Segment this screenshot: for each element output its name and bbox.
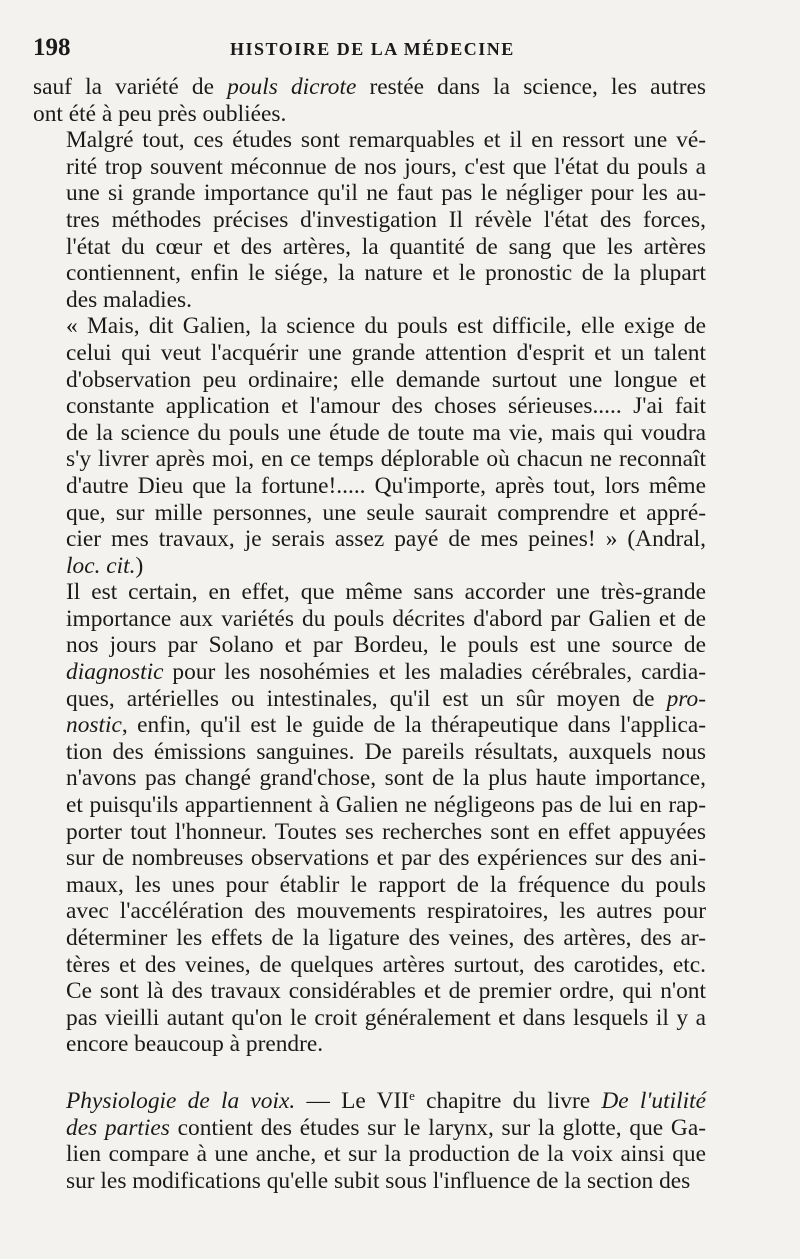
text-segment: « Mais, dit Galien, la science du pouls est difficile, elle exige de: [66, 313, 706, 340]
text-segment: contient des études sur le larynx, sur la glotte, que Ga-: [169, 1114, 706, 1141]
text-line: [33, 739, 706, 766]
text-segment: Il est certain, en effet, que même sans accorder une très-grande: [66, 579, 706, 606]
text-segment: , enfin, qu'il est le guide de la thérapeutique dans l'applica-: [121, 712, 706, 739]
text-segment: ques, artérielles ou intestinales, qu'il est un sûr moyen de: [66, 685, 667, 712]
text-segment: d'autre Dieu que la fortune!..... Qu'importe, après tout, lors même: [66, 472, 706, 499]
paragraph-pouls-dicrote: [33, 74, 706, 127]
text-line: [33, 925, 706, 952]
text-line: [33, 207, 706, 234]
text-line: [33, 340, 706, 367]
text-line: [33, 74, 706, 101]
text-segment: pas vieilli autant qu'on le croit généralement et dans lesquels il y a: [66, 1004, 706, 1031]
text-line: [33, 872, 706, 899]
page-header: [33, 34, 706, 74]
text-segment: Physiologie de la voix.: [66, 1087, 296, 1114]
text-segment: porter tout l'honneur. Toutes ses recherches sont en effet appuyées: [66, 818, 706, 845]
text-segment: sur de nombreuses observations et par des expériences sur des ani-: [66, 845, 706, 872]
text-line: [33, 819, 706, 846]
text-segment: ont été à peu près oubliées.: [33, 100, 287, 127]
text-line: [33, 473, 706, 500]
paragraph-il-est-certain: [33, 579, 706, 1058]
paragraph-malgre-tout: [33, 127, 706, 313]
text-segment: déterminer les effets de la ligature des veines, des artères, des ar-: [66, 925, 706, 951]
text-segment: ): [135, 552, 144, 579]
text-segment: Malgré tout, ces études sont remarquables et il en ressort une vé-: [66, 127, 706, 154]
text-segment: pro-: [666, 685, 706, 712]
page-number: 198: [33, 34, 71, 61]
text-line: [33, 898, 706, 925]
text-segment: pour les nosohémies et les maladies cérébrales, cardia-: [163, 659, 706, 686]
text-line: [33, 446, 706, 473]
text-segment: l'état du cœur et des artères, la quantité de sang que les artères: [66, 233, 706, 260]
text-segment: maux, les unes pour établir le rapport de la fréquence du pouls: [66, 871, 706, 898]
text-line: [33, 606, 706, 633]
text-line: [33, 1031, 706, 1058]
text-segment: encore beaucoup à prendre.: [66, 1031, 324, 1058]
text-line: [33, 712, 706, 739]
text-segment: rité trop souvent méconnue de nos jours, c'est que l'état du pouls a: [66, 153, 706, 180]
text-segment: des maladies.: [66, 286, 193, 313]
text-segment: sur les modifications qu'elle subit sous l'influence de la section des: [66, 1167, 691, 1194]
text-segment: des parties: [66, 1114, 170, 1141]
text-segment: sauf la variété de: [33, 74, 228, 100]
text-segment: une si grande importance qu'il ne faut pas le négliger pour les au-: [66, 180, 706, 207]
text-line: [33, 579, 706, 606]
text-line: [33, 686, 706, 713]
text-segment: n'avons pas changé grand'chose, sont de la plus haute importance,: [66, 765, 706, 792]
text-line: [33, 367, 706, 394]
text-line: [33, 952, 706, 979]
text-segment: De l'utilité: [601, 1087, 706, 1114]
paragraph-physiologie-voix: [33, 1088, 706, 1194]
text-line: [33, 978, 706, 1005]
text-segment: de la science du pouls une étude de toute ma vie, mais qui voudra: [66, 419, 706, 446]
text-segment: cier mes travaux, je serais assez payé de mes peines! » (Andral,: [66, 526, 706, 553]
text-line: [33, 393, 706, 420]
text-line: [33, 127, 706, 154]
text-segment: s'y livrer après moi, en ce temps déplorable où chacun ne reconnaît: [66, 446, 706, 473]
text-line: [33, 500, 706, 527]
text-line: [33, 553, 706, 580]
text-line: [33, 287, 706, 314]
text-segment: tion des émissions sanguines. De pareils résultats, auxquels nous: [66, 738, 706, 765]
text-line: [33, 313, 706, 340]
text-line: [33, 659, 706, 686]
text-segment: tres méthodes précises d'investigation Il révèle l'état des forces,: [66, 206, 706, 233]
text-segment: loc. cit.: [66, 552, 136, 579]
text-segment: lien compare à une anche, et sur la production de la voix ainsi que: [66, 1141, 706, 1168]
text-line: [33, 1088, 706, 1115]
text-segment: et puisqu'ils appartiennent à Galien ne négligeons pas de lui en rap-: [66, 792, 706, 819]
text-segment: e: [409, 1087, 415, 1103]
text-segment: que, sur mille personnes, une seule saurait comprendre et appré-: [66, 499, 706, 526]
text-line: [33, 845, 706, 872]
text-segment: chapitre du livre: [414, 1087, 602, 1114]
text-segment: Ce sont là des travaux considérables et de premier ordre, qui n'ont: [66, 978, 706, 1005]
text-line: [33, 154, 706, 181]
text-segment: pouls dicrote: [227, 74, 357, 100]
text-line: [33, 1168, 706, 1195]
text-line: [33, 260, 706, 287]
text-segment: restée dans la science, les autres: [356, 74, 706, 100]
text-line: [33, 1141, 706, 1168]
text-segment: celui qui veut l'acquérir une grande attention d'esprit et un talent: [66, 339, 706, 366]
text-line: [33, 765, 706, 792]
text-line: [33, 632, 706, 659]
text-segment: contiennent, enfin le siége, la nature et le pronostic de la plupart: [66, 260, 706, 287]
text-segment: importance aux variétés du pouls décrites d'abord par Galien et de: [66, 605, 706, 632]
text-segment: constante application et l'amour des choses sérieuses..... J'ai fait: [66, 393, 706, 420]
text-line: [33, 420, 706, 447]
text-segment: tères et des veines, de quelques artères surtout, des carotides, etc.: [66, 951, 706, 978]
text-line: [33, 234, 706, 261]
text-segment: nos jours par Solano et par Bordeu, le pouls est une source de: [66, 632, 706, 659]
text-line: [33, 792, 706, 819]
text-segment: nostic: [66, 712, 122, 739]
text-segment: avec l'accélération des mouvements respiratoires, les autres pour: [66, 898, 706, 925]
text-segment: diagnostic: [66, 659, 164, 686]
text-segment: — Le VII: [295, 1087, 410, 1114]
text-segment: d'observation peu ordinaire; elle demande surtout une longue et: [66, 366, 706, 393]
paragraph-galien-quote: [33, 313, 706, 579]
running-head: HISTOIRE DE LA MÉDECINE: [230, 39, 515, 59]
text-line: [33, 1005, 706, 1032]
text-line: [33, 101, 706, 128]
text-line: [33, 526, 706, 553]
text-line: [33, 1115, 706, 1142]
text-line: [33, 180, 706, 207]
